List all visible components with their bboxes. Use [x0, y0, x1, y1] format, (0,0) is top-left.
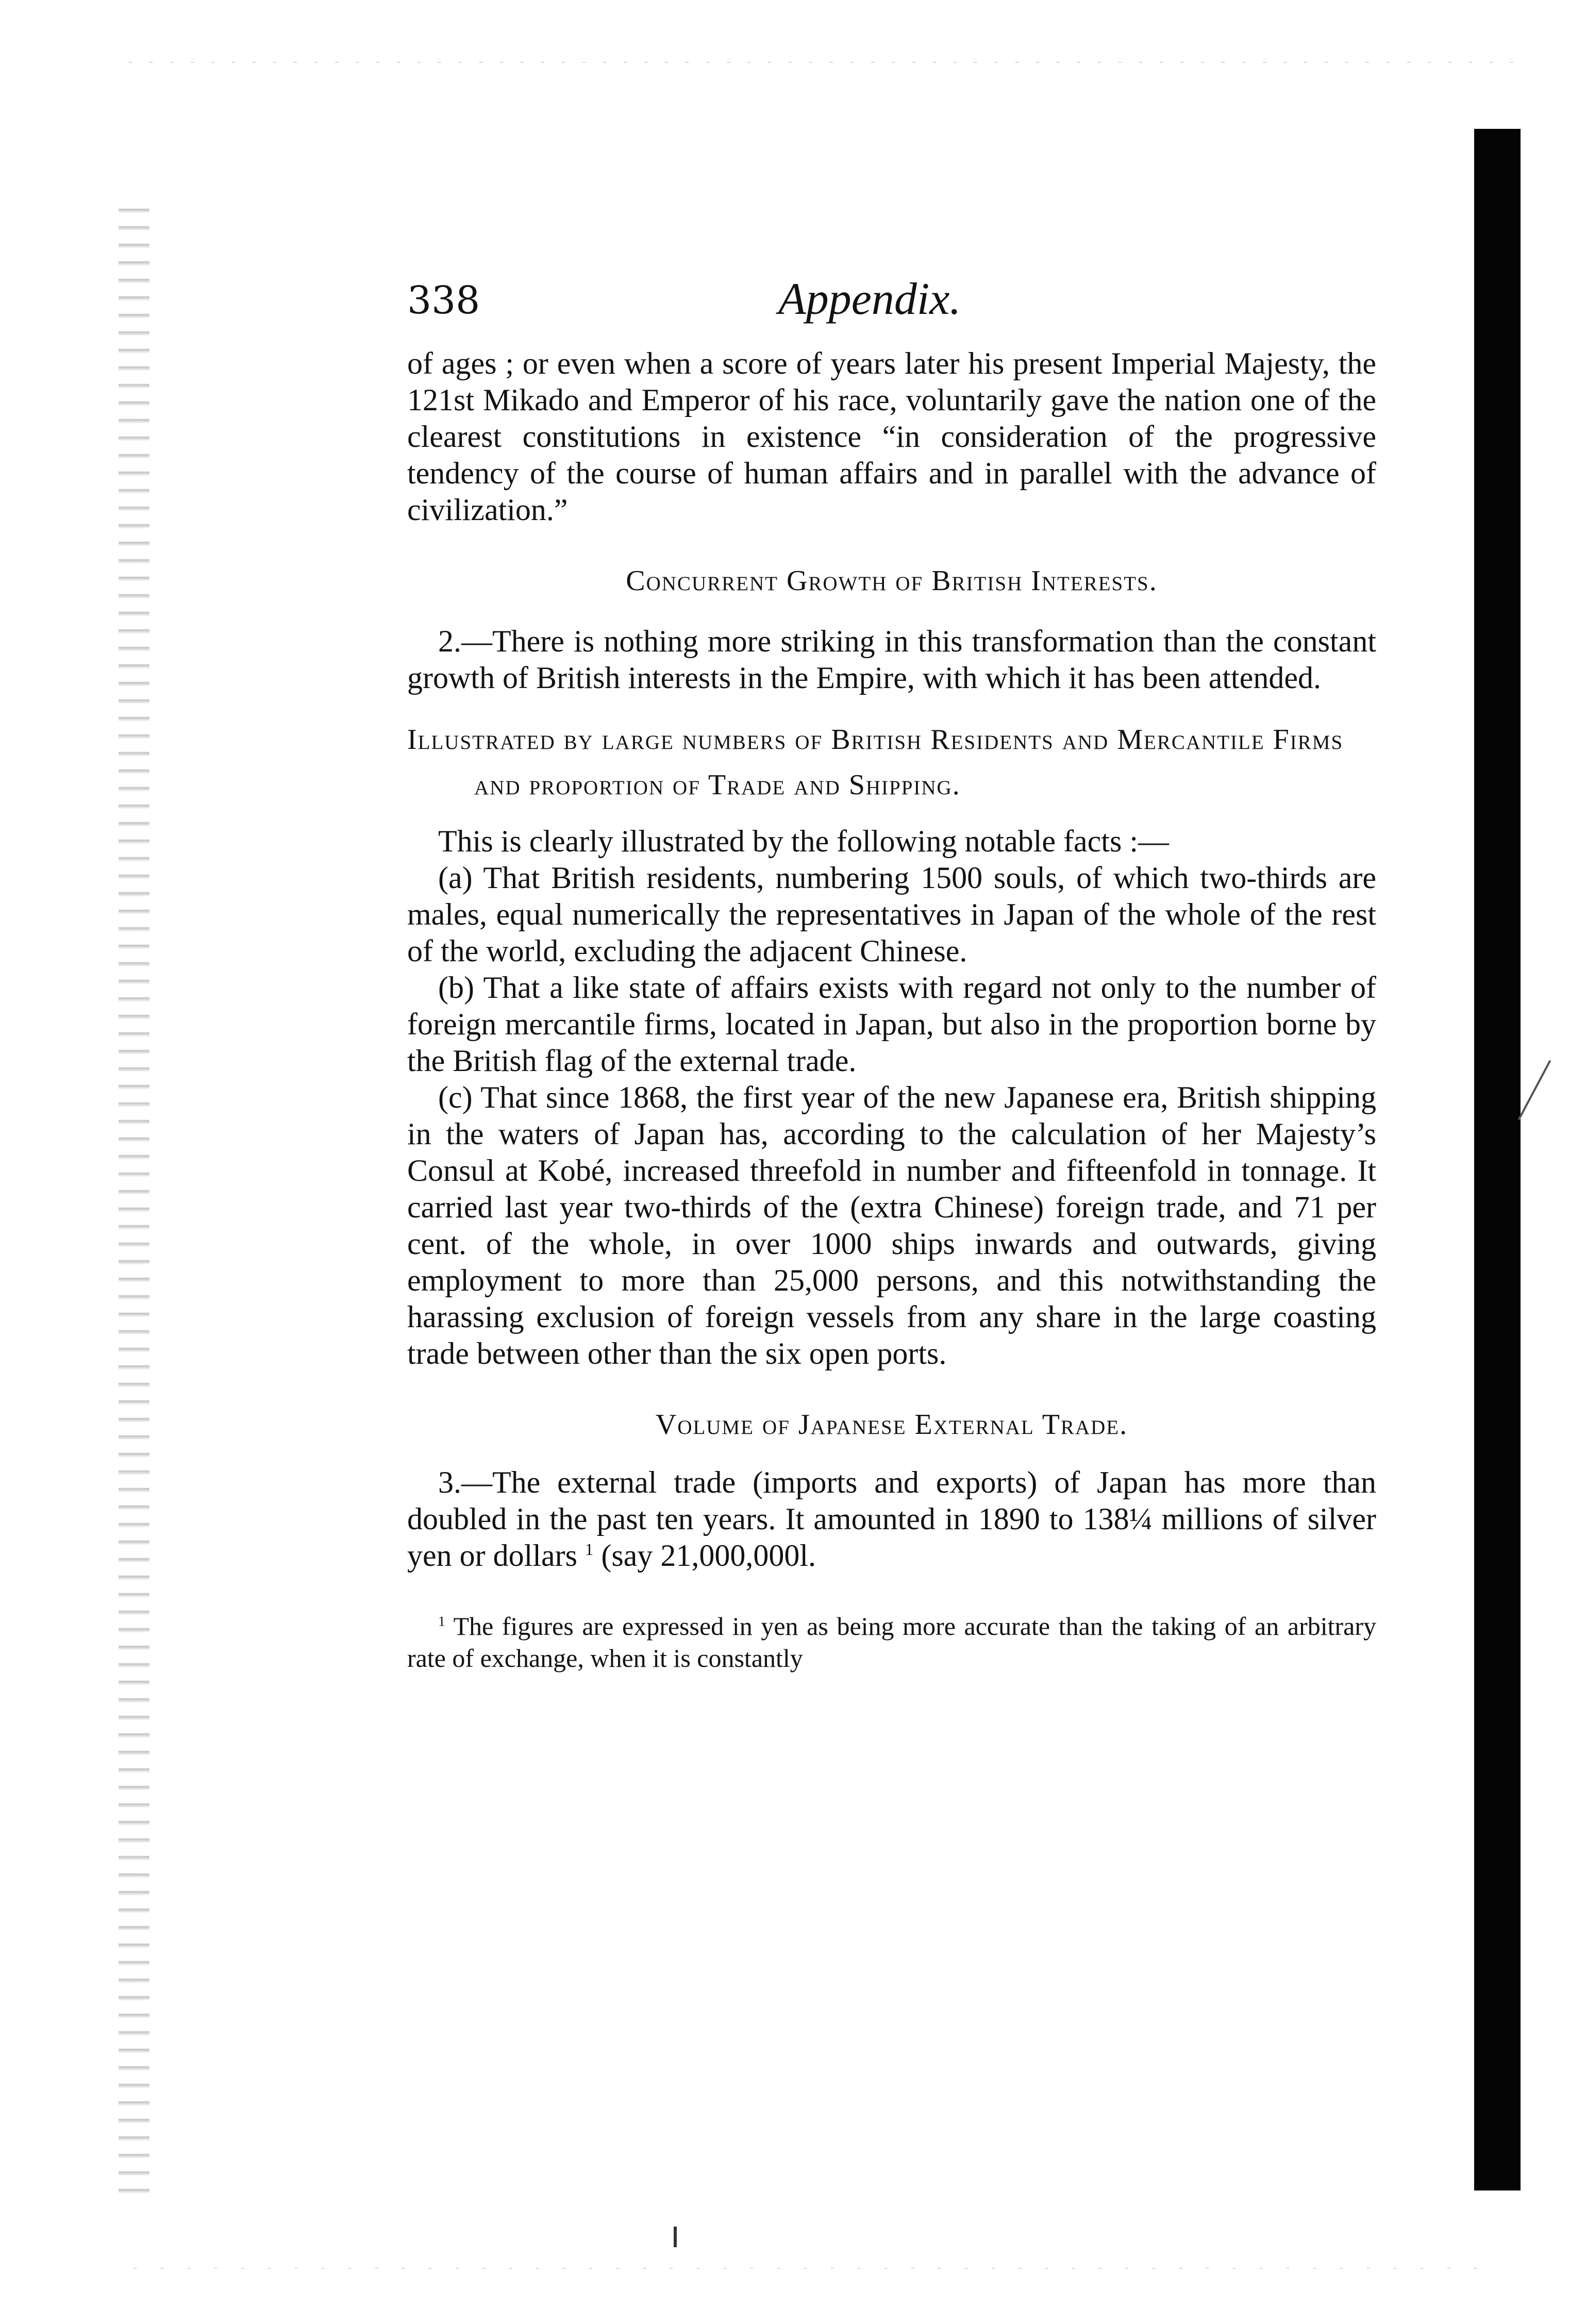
page-header — [407, 268, 1376, 345]
footnote-marker: 1 — [438, 1613, 445, 1629]
fact-c: (c) That since 1868, the first year of the new Japanese era, British shipping in the waters of Japan has, according to the calculation of her Majesty’s Consul at Kobé, increased threefold in number and fifteenfold in tonnage. It carried last year two-thirds of the (extra Chinese) foreign trade, and 71 per cent. of the whole, in over 1000 ships inwards and outwards, giving employment to more than 25,000 persons, and this notwithstanding the harassing exclusion of foreign vessels from any share in the large coasting trade between other than the six open ports. — [407, 1080, 1376, 1370]
section-heading-british-interests: Concurrent Growth of British Interests. — [626, 565, 1158, 597]
paragraph-3 — [407, 1464, 1376, 1574]
scan-top-speckle — [129, 62, 1521, 63]
page-content — [407, 268, 1376, 1674]
page-number: 338 — [407, 278, 480, 323]
running-head: Appendix. — [778, 274, 961, 324]
scan-left-edge — [119, 196, 149, 2206]
footnote — [407, 1610, 1376, 1674]
footnote-reference: 1 — [585, 1541, 594, 1559]
paragraph-3-tail: (say 21,000,000l. — [593, 1539, 816, 1573]
fact-a: (a) That British residents, numbering 1500 souls, of which two-thirds are males, equal numerically the representatives in Japan of the whole of the rest of the world, excluding the adjacent Chinese. — [407, 861, 1376, 968]
facts-intro: This is clearly illustrated by the following notable facts :— — [438, 824, 1169, 858]
fact-b: (b) That a like state of affairs exists with regard not only to the number of foreign mercantile firms, located in Japan, but also in the proportion borne by the British flag of the external trade. — [407, 971, 1376, 1078]
scan-bottom-speckle — [134, 2268, 1500, 2269]
footnote-text: The figures are expressed in yen as being more accurate than the taking of an arbitrary rate of exchange, when it is constantly — [407, 1612, 1376, 1673]
scan-edge-bar — [1474, 129, 1521, 2191]
intro-paragraph: of ages ; or even when a score of years later his present Imperial Majesty, the 121st Mikado and Emperor of his race, voluntarily gave the nation one of the clearest constitutions in existence “in consideration of the progressive tendency of the course of human affairs and in parallel with the advance of civilization.” — [407, 346, 1376, 527]
section-heading-illustrated: Illustrated by large numbers of British Residents and Mercantile Firms and proportion of Trade and Shipping. — [407, 724, 1344, 801]
stray-pencil-mark — [1518, 1060, 1551, 1121]
section-heading-external-trade: Volume of Japanese External Trade. — [655, 1409, 1128, 1441]
paragraph-3-main: 3.—The external trade (imports and exports) of Japan has more than doubled in the past ten years. It amounted in 1890 to 138¼ millions of silver yen or dollars — [407, 1465, 1376, 1573]
stray-ink-mark — [674, 2227, 677, 2247]
paragraph-2: 2.—There is nothing more striking in this transformation than the constant growth of British interests in the Empire, with which it has been attended. — [407, 624, 1376, 695]
